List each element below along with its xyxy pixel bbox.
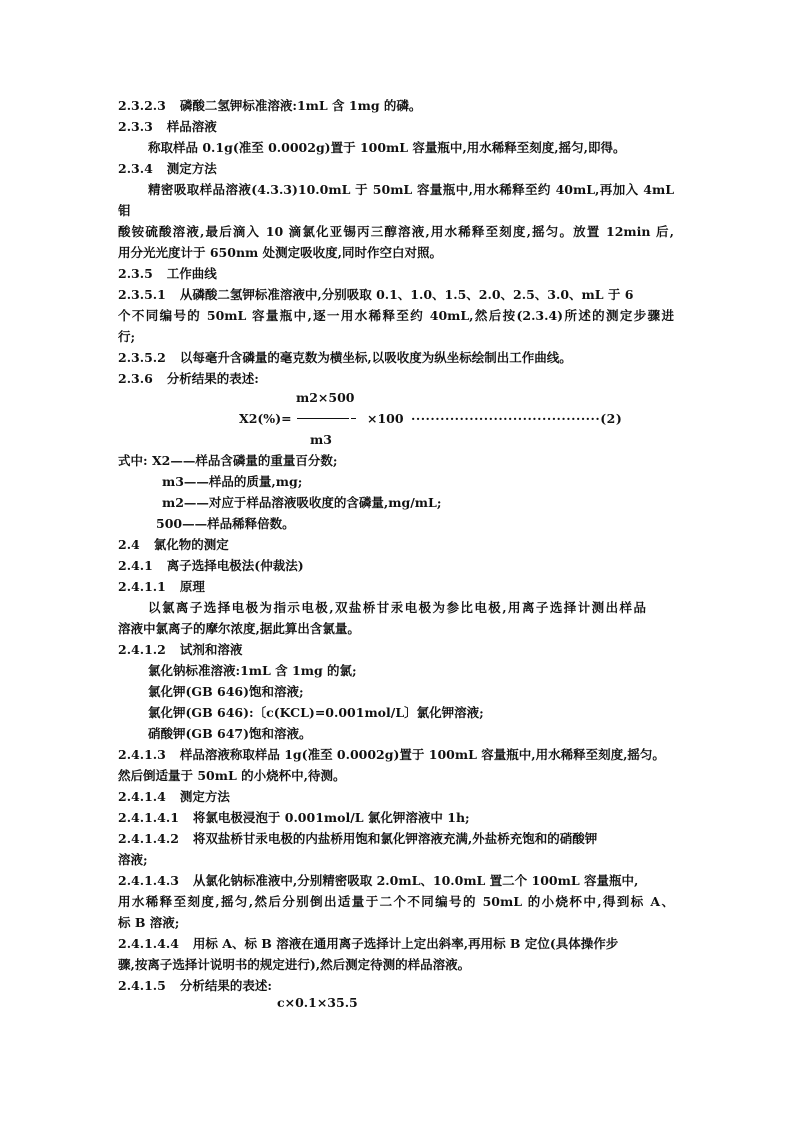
paragraph-line: 骤,按离子选择计说明书的规定进行),然后测定待测的样品溶液。 xyxy=(118,957,471,972)
heading-2-4-1-4-4: 2.4.1.4.4 用标 A、标 B 溶液在通用离子选择计上定出斜率,再用标 B 定位(具体操作步 xyxy=(118,936,619,951)
heading-2-3-5-1: 2.3.5.1 从磷酸二氢钾标准溶液中,分别吸取 0.1、1.0、1.5、2.0、2.5、3.0、mL 于 6 xyxy=(118,287,634,302)
heading-2-3-5-2: 2.3.5.2 以每毫升含磷量的毫克数为横坐标,以吸收度为纵坐标绘制出工作曲线。 xyxy=(118,350,572,365)
reagent-line: 氯化钾(GB 646)饱和溶液; xyxy=(148,684,304,699)
reagent-line: 氯化钾(GB 646):〔c(KCL)=0.001mol/L〕氯化钾溶液; xyxy=(148,705,484,720)
heading-2-4-1-4: 2.4.1.4 测定方法 xyxy=(118,789,230,804)
paragraph-line: 精密吸取样品溶液(4.3.3)10.0mL 于 50mL 容量瓶中,用水稀释至约 40mL,再加入 4mL xyxy=(148,182,674,197)
heading-2-4-1-1: 2.4.1.1 原理 xyxy=(118,579,205,594)
fraction-bar xyxy=(297,418,349,419)
heading-2-4-1-4-3: 2.4.1.4.3 从氯化钠标准液中,分别精密吸取 2.0mL、10.0mL 置二个 100mL 容量瓶中, xyxy=(118,873,639,888)
formula-multiplier: ×100 xyxy=(367,411,404,426)
formula-numerator: m2×500 xyxy=(296,390,355,405)
paragraph-line: 然后倒适量于 50mL 的小烧杯中,待测。 xyxy=(118,768,346,783)
formula-leader: ·······································(2) xyxy=(411,411,623,426)
heading-2-4-1-4-1: 2.4.1.4.1 将氯电极浸泡于 0.001mol/L 氯化钾溶液中 1h; xyxy=(118,810,470,825)
heading-2-3-6: 2.3.6 分析结果的表述: xyxy=(118,371,259,386)
formula-legend-line: 500——样品稀释倍数。 xyxy=(156,516,295,531)
heading-2-4-1-3: 2.4.1.3 样品溶液称取样品 1g(准至 0.0002g)置于 100mL 容量瓶中,用水稀释至刻度,摇匀。 xyxy=(118,747,665,762)
formula-denominator: m3 xyxy=(310,432,332,447)
paragraph-line: 以氯离子选择电极为指示电极,双盐桥甘汞电极为参比电极,用离子选择计测出样品 xyxy=(148,600,646,615)
formula-lhs: X2(%)= xyxy=(239,411,292,426)
paragraph-line: 溶液中氯离子的摩尔浓度,据此算出含氯量。 xyxy=(118,621,360,636)
formula-legend-line: m2——对应于样品溶液吸收度的含磷量,mg/mL; xyxy=(162,495,442,510)
paragraph-line: 溶液; xyxy=(118,852,148,867)
paragraph-line: 钼 xyxy=(118,203,131,218)
paragraph-line: 酸铵硫酸溶液,最后滴入 10 滴氯化亚锡丙三醇溶液,用水稀释至刻度,摇匀。放置 12min 后, xyxy=(118,224,674,239)
equation-number: (2) xyxy=(600,411,623,426)
paragraph-line: 称取样品 0.1g(准至 0.0002g)置于 100mL 容量瓶中,用水稀释至刻度,摇匀,即得。 xyxy=(148,140,626,155)
paragraph-line: 用分光光度计于 650nm 处测定吸收度,同时作空白对照。 xyxy=(118,245,442,260)
formula-partial: c×0.1×35.5 xyxy=(277,995,358,1010)
formula-legend-line: m3——样品的质量,mg; xyxy=(162,474,303,489)
reagent-line: 硝酸钾(GB 647)饱和溶液。 xyxy=(148,726,312,741)
heading-2-4-1-2: 2.4.1.2 试剂和溶液 xyxy=(118,642,243,657)
fraction-bar-tail xyxy=(351,418,356,419)
heading-2-3-5: 2.3.5 工作曲线 xyxy=(118,266,217,281)
paragraph-line: 行; xyxy=(118,329,136,344)
heading-2-3-3: 2.3.3 样品溶液 xyxy=(118,119,217,134)
heading-2-4-1-4-2: 2.4.1.4.2 将双盐桥甘汞电极的内盐桥用饱和氯化钾溶液充满,外盐桥充饱和的硝酸钾 xyxy=(118,831,598,846)
heading-2-4-1-5: 2.4.1.5 分析结果的表述: xyxy=(118,978,272,993)
heading-2-3-4: 2.3.4 测定方法 xyxy=(118,161,217,176)
paragraph-line: 个不同编号的 50mL 容量瓶中,逐一用水稀释至约 40mL,然后按(2.3.4)所述的测定步骤进 xyxy=(118,308,674,323)
heading-2-4: 2.4 氯化物的测定 xyxy=(118,537,229,552)
heading-2-4-1: 2.4.1 离子选择电极法(仲裁法) xyxy=(118,558,304,573)
paragraph-line: 用水稀释至刻度,摇匀,然后分别倒出适量于二个不同编号的 50mL 的小烧杯中,得到标 A、 xyxy=(118,894,674,909)
paragraph-line: 标 B 溶液; xyxy=(118,915,180,930)
formula-legend-line: 式中: X2——样品含磷量的重量百分数; xyxy=(118,453,338,468)
reagent-line: 氯化钠标准溶液:1mL 含 1mg 的氯; xyxy=(148,663,357,678)
heading-2-3-2-3: 2.3.2.3 磷酸二氢钾标准溶液:1mL 含 1mg 的磷。 xyxy=(118,98,422,113)
